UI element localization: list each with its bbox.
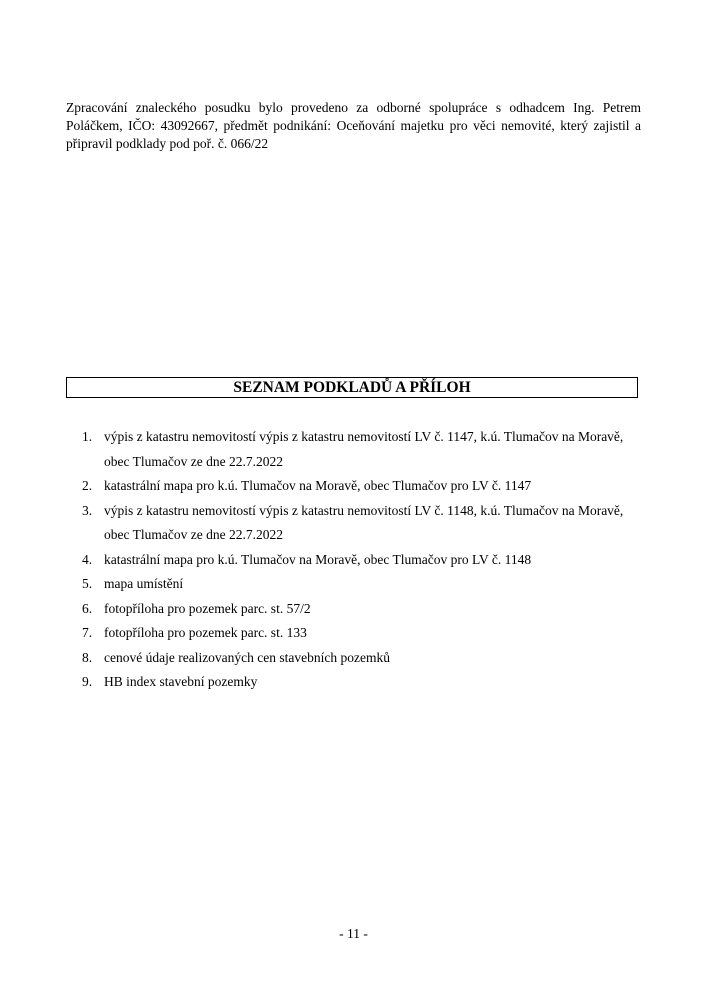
list-item-number: 2. [82,478,93,493]
list-item [66,646,641,671]
intro-paragraph: Zpracování znaleckého posudku bylo provedeno za odborné spolupráce s odhadcem Ing. Petrem Poláčkem, IČO: 43092667, předmět podnikání: Oceňování majetku pro věci nemovité, který zajistil a připravil podklady pod poř. č. 066/22 [66,100,641,151]
list-item-text: katastrální mapa pro k.ú. Tlumačov na Moravě, obec Tlumačov pro LV č. 1148 [104,551,532,567]
page-number: - 11 - [339,926,368,941]
list-item [66,425,641,474]
list-item-text: výpis z katastru nemovitostí výpis z katastru nemovitostí LV č. 1147, k.ú. Tlumačov na Moravě, obec Tlumačov ze dne 22.7.2022 [104,429,624,469]
list-item-text: cenové údaje realizovaných cen stavebních pozemků [104,649,390,665]
list-item-number: 9. [82,674,93,689]
list-item [66,474,641,499]
section-title: SEZNAM PODKLADŮ A PŘÍLOH [66,377,638,398]
list-item [66,597,641,622]
list-item-number: 7. [82,625,93,640]
list-item [66,548,641,573]
list-item-number: 3. [82,502,93,518]
list-item-text: fotopříloha pro pozemek parc. st. 57/2 [104,600,311,616]
list-item [66,621,641,646]
list-item-text: výpis z katastru nemovitostí výpis z katastru nemovitostí LV č. 1148, k.ú. Tlumačov na Moravě, obec Tlumačov ze dne 22.7.2022 [104,502,624,542]
list-item-number: 1. [82,429,93,444]
list-item-text: HB index stavební pozemky [104,674,258,689]
list-item [66,572,641,597]
list-item [66,670,641,695]
list-item-number: 4. [82,551,93,567]
list-item-text: mapa umístění [104,576,184,591]
list-item-number: 5. [82,576,93,591]
list-item-number: 8. [82,649,93,665]
list-item-text: katastrální mapa pro k.ú. Tlumačov na Moravě, obec Tlumačov pro LV č. 1147 [104,478,532,493]
list-item [66,499,641,548]
list-item-text: fotopříloha pro pozemek parc. st. 133 [104,625,307,640]
list-item-number: 6. [82,600,93,616]
attachments-list [66,425,641,695]
